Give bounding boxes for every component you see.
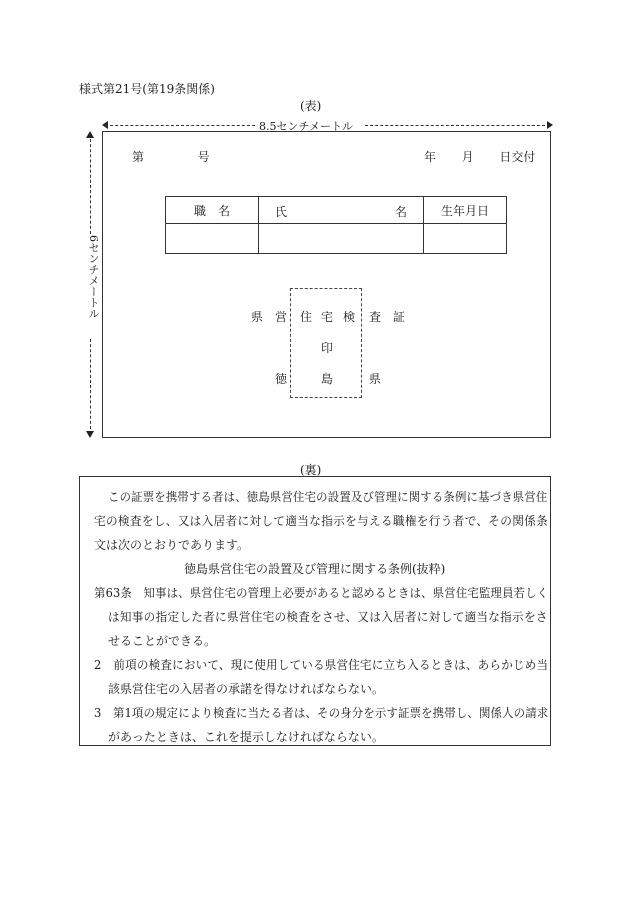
issue-date xyxy=(424,148,535,165)
paragraph-2-line: 2 前項の検査において、現に使用している県営住宅に立ち入るときは、あらかじめ当 xyxy=(94,658,549,672)
form-number: 様式第21号(第19条関係) xyxy=(79,82,215,96)
birth-value xyxy=(424,224,507,254)
intro-line: 文は次のとおりであります。 xyxy=(94,538,250,552)
arrow-down-icon xyxy=(86,431,94,438)
issue-number-prefix: 第 xyxy=(132,150,145,164)
article-line: は知事の指定した者に県営住宅の検査をさせ、又は入居者に対して適当な指示をさ xyxy=(108,610,548,624)
issue-number xyxy=(132,148,210,165)
title-header: 職 名 xyxy=(166,197,259,224)
ordinance-title: 徳島県営住宅の設置及び管理に関する条例(抜粋) xyxy=(184,562,446,576)
paragraph-2-line: 該県営住宅の入居者の承諾を得なければならない。 xyxy=(108,682,385,696)
title-char: 査 xyxy=(369,310,382,324)
article-line: 第63条 知事は、県営住宅の管理上必要があると認めるときは、県営住宅監理員若しく xyxy=(94,586,549,600)
dimension-line xyxy=(90,139,91,234)
name-value xyxy=(259,224,424,254)
issue-year: 年 xyxy=(424,150,437,164)
title-char: 検 xyxy=(343,310,356,324)
name-header-left: 氏 xyxy=(275,205,288,219)
paragraph-3-line: 3 第1項の規定により検査に当たる者は、その身分を示す証票を携帯し、関係人の請求 xyxy=(94,706,549,720)
dimension-line xyxy=(90,339,91,429)
title-char: 県 xyxy=(251,310,264,324)
title-char: 営 xyxy=(275,310,288,324)
article-line: せることができる。 xyxy=(108,634,217,648)
width-label: 8.5センチメートル xyxy=(259,120,354,133)
issuer-char: 徳 xyxy=(275,372,288,386)
issuer-char: 県 xyxy=(369,372,382,386)
arrow-right-icon xyxy=(547,121,553,129)
front-side-heading: (表) xyxy=(300,99,322,113)
paragraph-3-line: があったときは、これを提示しなければならない。 xyxy=(108,730,384,744)
table-header-row xyxy=(166,197,507,224)
height-label: 6センチメートル xyxy=(87,235,100,319)
issue-month: 月 xyxy=(461,150,474,164)
dimension-line xyxy=(105,125,255,126)
issue-number-suffix: 号 xyxy=(197,150,210,164)
width-dimension xyxy=(103,119,552,131)
holder-info-table xyxy=(165,196,507,254)
title-value xyxy=(166,224,259,254)
intro-line: この証票を携帯する者は、徳島県営住宅の設置及び管理に関する条例に基づき県営住 xyxy=(108,490,548,504)
table-row xyxy=(166,224,507,254)
name-header-right: 名 xyxy=(394,205,407,219)
height-dimension xyxy=(85,131,100,438)
title-char: 証 xyxy=(393,310,406,324)
seal-char: 印 xyxy=(321,341,334,355)
title-char: 住 xyxy=(300,310,313,324)
arrow-up-icon xyxy=(86,131,94,138)
back-side-heading: (裏) xyxy=(300,463,322,477)
issuer-char: 島 xyxy=(321,372,334,386)
name-header xyxy=(259,197,424,224)
birth-header: 生年月日 xyxy=(424,197,507,224)
dimension-line xyxy=(365,125,545,126)
intro-line: 宅の検査をし、又は入居者に対して適当な指示を与える職権を行う者で、その関係条 xyxy=(94,514,549,528)
issue-day: 日交付 xyxy=(499,150,536,164)
title-char: 宅 xyxy=(321,310,334,324)
